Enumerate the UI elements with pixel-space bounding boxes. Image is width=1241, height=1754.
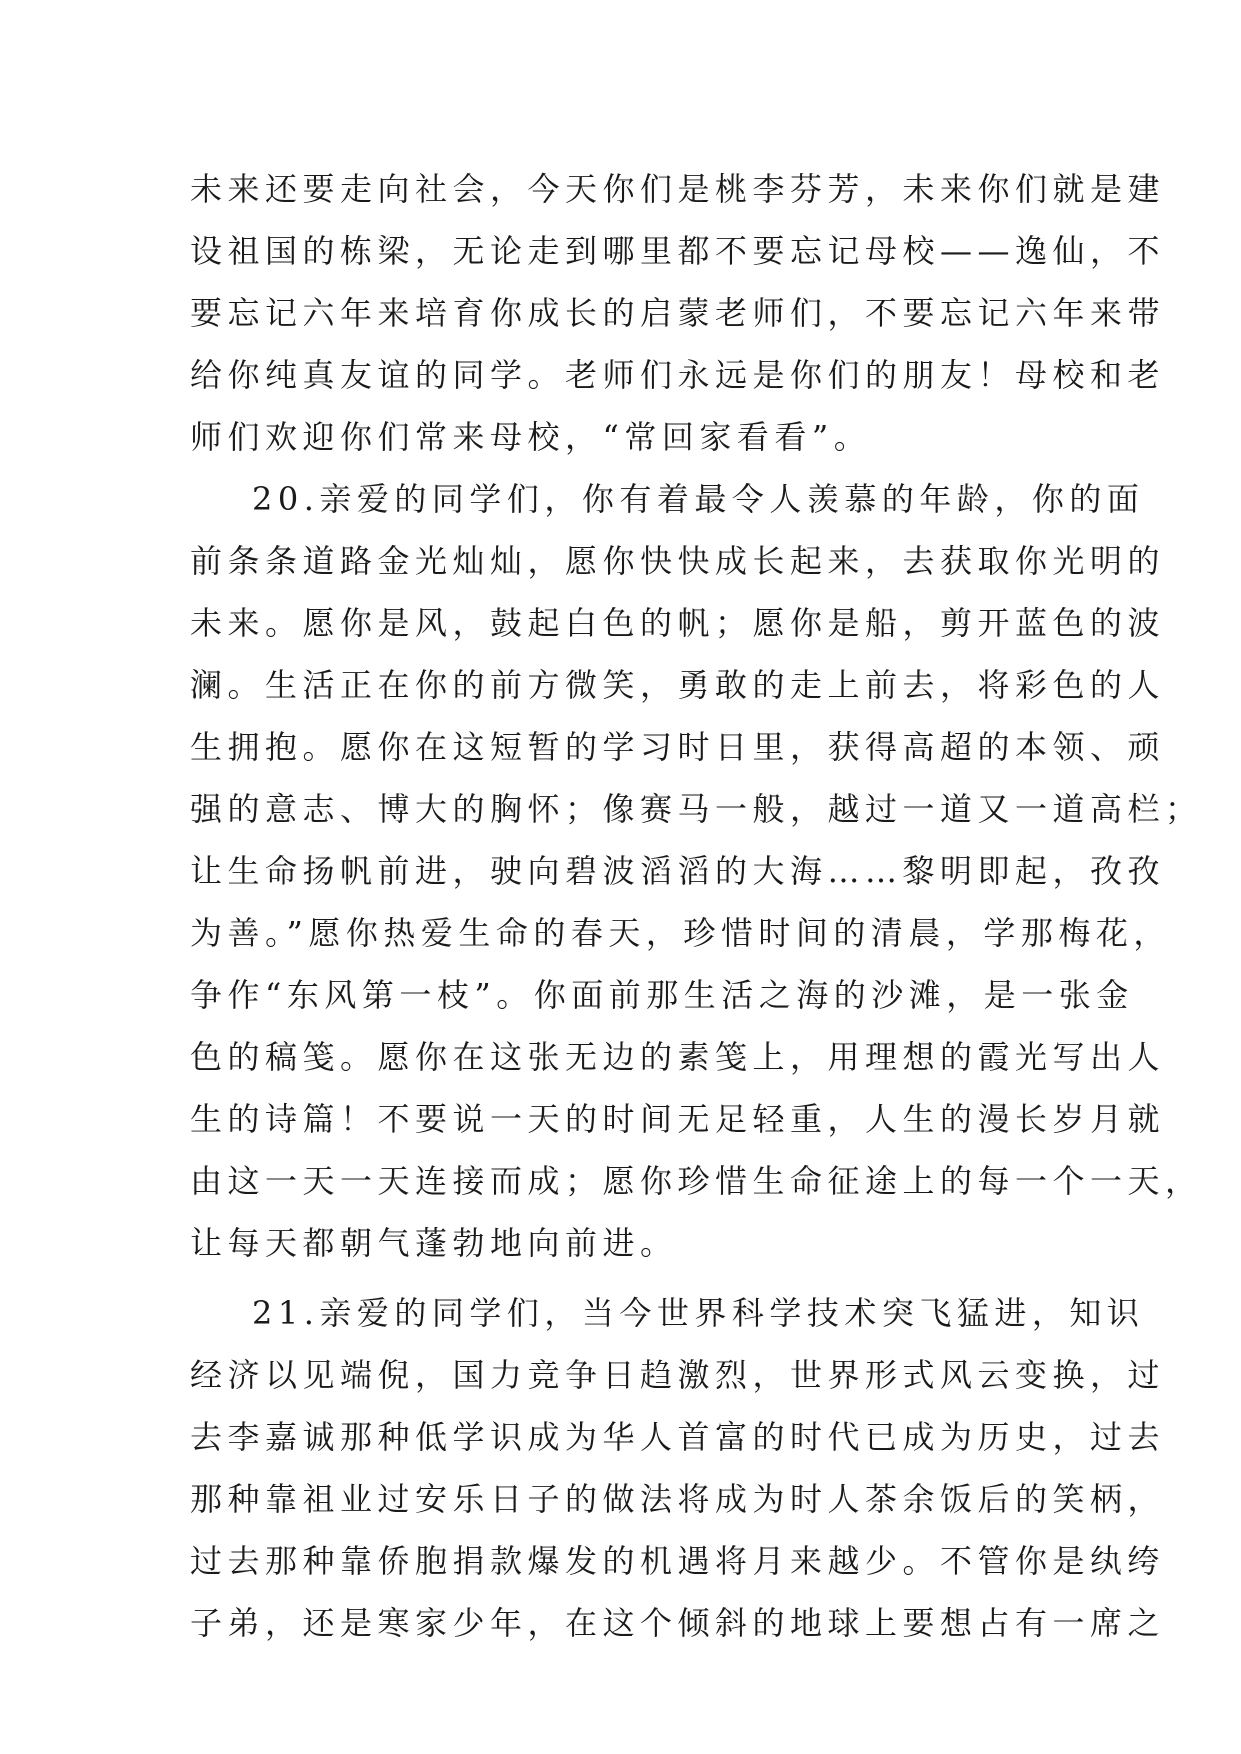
text-line: 色的稿笺。愿你在这张无边的素笺上，用理想的霞光写出人 [190, 1038, 1166, 1076]
text-line: 21.亲爱的同学们，当今世界科学技术突飞猛进，知识 [252, 1294, 1145, 1332]
text-line: 为善。”愿你热爱生命的春天，珍惜时间的清晨，学那梅花， [190, 914, 1171, 952]
text-line: 师们欢迎你们常来母校，“常回家看看”。 [190, 418, 872, 456]
text-line: 生拥抱。愿你在这短暂的学习时日里，获得高超的本领、顽 [190, 728, 1166, 766]
text-line: 去李嘉诚那种低学识成为华人首富的时代已成为历史，过去 [190, 1418, 1166, 1456]
text-line: 子弟，还是寒家少年，在这个倾斜的地球上要想占有一席之 [190, 1604, 1166, 1642]
paragraph-gap [190, 1274, 1060, 1282]
paragraph-continuation [190, 158, 1166, 468]
text-line: 给你纯真友谊的同学。老师们永远是你们的朋友！母校和老 [190, 356, 1166, 394]
text-line: 过去那种靠侨胞捐款爆发的机遇将月来越少。不管你是纨绔 [190, 1542, 1166, 1580]
text-line: 强的意志、博大的胸怀；像赛马一般，越过一道又一道高栏； [190, 790, 1203, 828]
text-line: 澜。生活正在你的前方微笑，勇敢的走上前去，将彩色的人 [190, 666, 1166, 704]
text-line: 争作“东风第一枝”。你面前那生活之海的沙滩，是一张金 [190, 976, 1134, 1014]
paragraph-21 [190, 1282, 1166, 1654]
text-line: 未来。愿你是风，鼓起白色的帆；愿你是船，剪开蓝色的波 [190, 604, 1166, 642]
text-line: 由这一天一天连接而成；愿你珍惜生命征途上的每一个一天， [190, 1162, 1203, 1200]
text-line: 要忘记六年来培育你成长的启蒙老师们，不要忘记六年来带 [190, 294, 1166, 332]
text-line: 让生命扬帆前进，驶向碧波滔滔的大海……黎明即起，孜孜 [190, 852, 1166, 890]
text-line: 生的诗篇！不要说一天的时间无足轻重，人生的漫长岁月就 [190, 1100, 1166, 1138]
text-line: 20.亲爱的同学们，你有着最令人羡慕的年龄，你的面 [252, 480, 1145, 518]
text-line: 前条条道路金光灿灿，愿你快快成长起来，去获取你光明的 [190, 542, 1166, 580]
text-line: 未来还要走向社会，今天你们是桃李芬芳，未来你们就是建 [190, 170, 1166, 208]
text-line: 经济以见端倪，国力竞争日趋激烈，世界形式风云变换，过 [190, 1356, 1166, 1394]
text-line: 让每天都朝气蓬勃地向前进。 [190, 1224, 678, 1262]
paragraph-20 [190, 468, 1203, 1274]
document-page [190, 158, 1203, 1654]
text-line: 那种靠祖业过安乐日子的做法将成为时人茶余饭后的笑柄， [190, 1480, 1166, 1518]
text-line: 设祖国的栋梁，无论走到哪里都不要忘记母校——逸仙，不 [190, 232, 1166, 270]
